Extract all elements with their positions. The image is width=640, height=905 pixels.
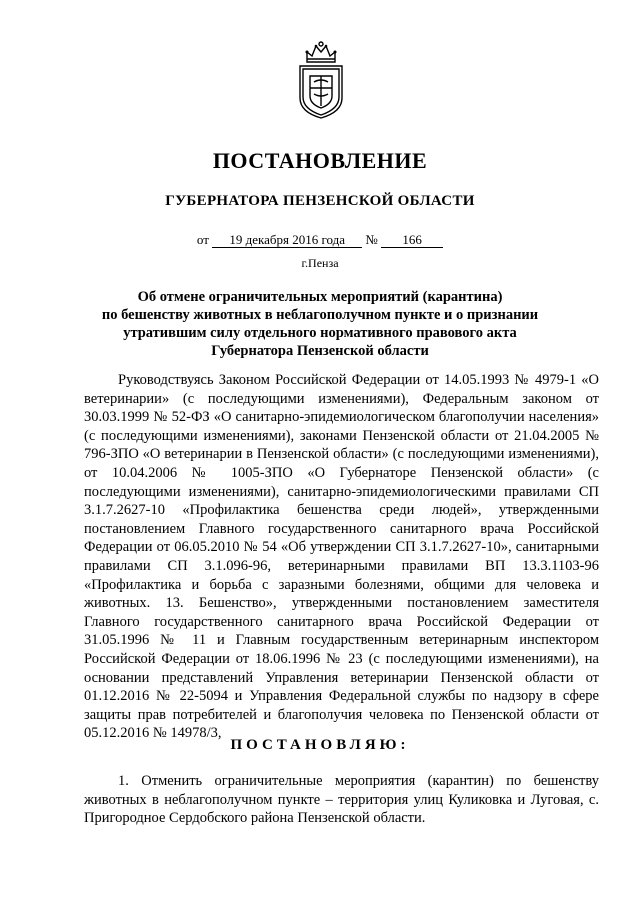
heading-line: Губернатора Пензенской области: [211, 343, 429, 359]
document-number: 166: [381, 232, 443, 248]
document-heading: [70, 288, 570, 360]
document-city: г.Пенза: [301, 256, 339, 270]
document-title: ПОСТАНОВЛЕНИЕ: [212, 148, 428, 173]
decree-item-1: 1. Отменить ограничительные мероприятия (карантин) по бешенству животных в неблагополучном пункте – территория улиц Куликовка и Луговая, с. Пригородное Сердобского района Пензенской области.: [84, 773, 599, 827]
heading-line: Об отмене ограничительных мероприятий (карантина): [137, 289, 503, 305]
heading-line: утратившим силу отдельного нормативного правового акта: [123, 325, 517, 341]
document-authority: ГУБЕРНАТОРА ПЕНЗЕНСКОЙ ОБЛАСТИ: [165, 193, 475, 209]
number-sign: №: [365, 232, 378, 247]
decree-word: ПОСТАНОВЛЯЮ:: [230, 737, 410, 753]
document-date: 19 декабря 2016 года: [212, 232, 362, 248]
date-prefix: от: [196, 232, 209, 247]
date-line: [0, 232, 640, 248]
preamble-paragraph: Руководствуясь Законом Российской Федерации от 14.05.1993 № 4979-1 «О ветеринарии» (с последующими изменениями), Федеральным законом от 30.03.1999 № 52-ФЗ «О санитарно-эпидемиологическом благополучии населения» (с последующими изменениями), законами Пензенской области от 21.04.2005 № 796-ЗПО «О ветеринарии в Пензенской области» (с последующими изменениями), от 10.04.2006 № 1005-ЗПО «О Губернаторе Пензенской области» (с последующими изменениями), санитарно-эпидемиологическими правилами СП 3.1.7.2627-10 «Профилактика бешенства среди людей», утвержденными постановлением Главного государственного санитарного врача Российской Федерации от 06.05.2010 № 54 «Об утверждении СП 3.1.7.2627-10», санитарными правилами СП 3.1.096-96, ветеринарными правилами ВП 13.3.1103-96 «Профилактика и борьба с заразными болезнями, общими для человека и животных. 13. Бешенство», утвержденными постановлением заместителя Главного государственного санитарного врача Российской Федерации от 31.05.1996 № 11 и Главным государственным ветеринарным инспектором Российской Федерации от 18.06.1996 № 23 (с последующими изменениями), на основании представлений Управления ветеринарии Пензенской области от 01.12.2016 № 22-5094 и Управления Федеральной службы по надзору в сфере защиты прав потребителей и благополучия человека по Пензенской области от 05.12.2016 № 14978/3,: [84, 372, 599, 742]
penza-coat-of-arms-icon: [294, 40, 348, 120]
heading-line: по бешенству животных в неблагополучном пункте и о признании: [101, 307, 539, 323]
